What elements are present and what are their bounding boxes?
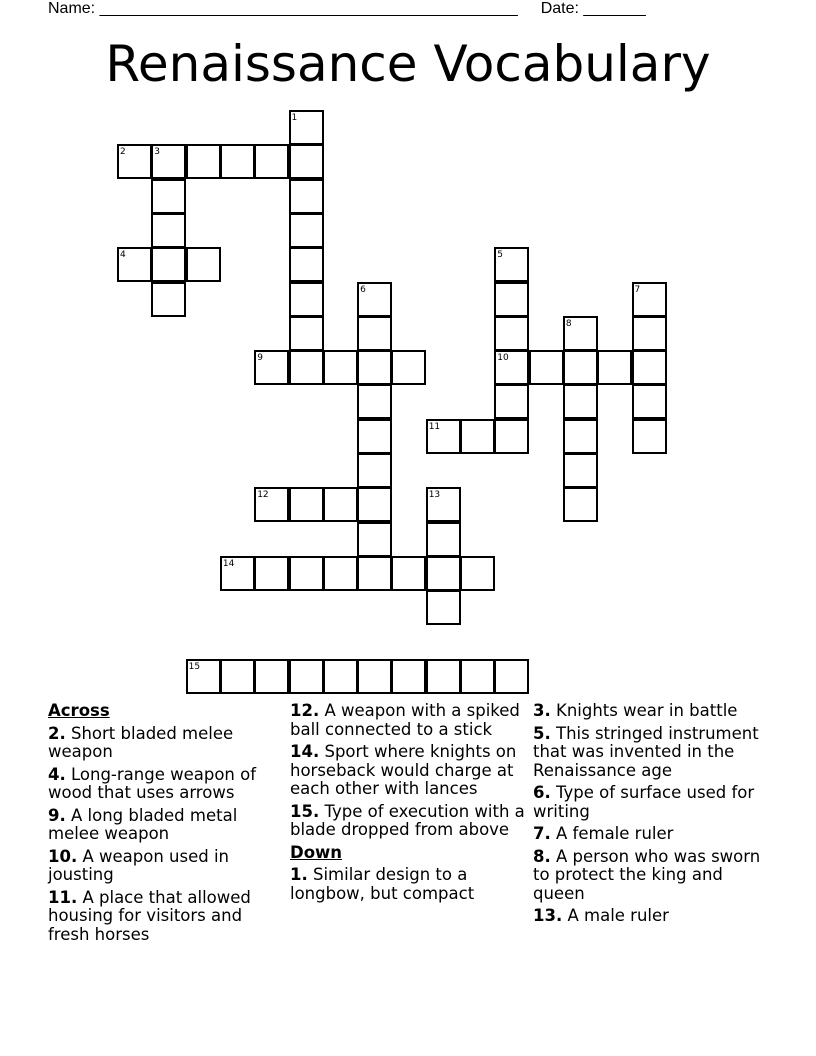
clues-column-2 <box>290 702 525 907</box>
grid-cell[interactable] <box>529 350 564 385</box>
name-label: Name: <box>48 0 96 17</box>
grid-cell[interactable] <box>220 144 255 179</box>
grid-cell[interactable] <box>357 316 392 351</box>
clue-number-label: 3 <box>154 147 161 158</box>
clues-column-1 <box>48 702 273 948</box>
grid-cell[interactable] <box>357 419 392 454</box>
clue-across-12: 12. A weapon with a spiked ball connected to a stick <box>290 701 520 739</box>
page-title: Renaissance Vocabulary <box>105 35 711 93</box>
grid-cell[interactable] <box>254 556 289 591</box>
grid-cell[interactable] <box>323 350 358 385</box>
grid-cell[interactable] <box>220 659 255 694</box>
grid-cell[interactable] <box>289 556 324 591</box>
down-heading: Down <box>290 842 343 862</box>
clue-number-label: 7 <box>634 284 641 295</box>
clue-down-5: 5. This stringed instrument that was invented in the Renaissance age <box>533 723 759 780</box>
grid-cell[interactable] <box>151 179 186 214</box>
clue-down-3: 3. Knights wear in battle <box>533 701 738 720</box>
across-heading: Across <box>48 701 110 720</box>
clue-number-label: 5 <box>497 250 504 261</box>
clue-number-label: 9 <box>257 353 263 364</box>
grid-cell[interactable] <box>426 556 461 591</box>
clue-number-label: 8 <box>565 318 572 329</box>
grid-cell[interactable] <box>289 213 324 248</box>
clue-number-label: 4 <box>120 250 126 261</box>
grid-cell[interactable] <box>186 247 221 282</box>
clues-column-3 <box>533 702 773 930</box>
clue-number-label: 14 <box>222 558 235 569</box>
clue-across-9: 9. A long bladed metal melee weapon <box>48 805 238 843</box>
grid-cell[interactable] <box>391 350 426 385</box>
date-label: Date: <box>540 0 579 17</box>
grid-cell[interactable] <box>391 659 426 694</box>
clue-number-label: 11 <box>428 421 441 432</box>
grid-cell[interactable] <box>323 556 358 591</box>
grid-cell[interactable] <box>494 384 529 419</box>
grid-cell[interactable] <box>289 659 324 694</box>
grid-cell[interactable] <box>460 556 495 591</box>
grid-cell[interactable] <box>357 659 392 694</box>
clue-number-label: 13 <box>428 490 441 501</box>
grid-cell[interactable] <box>494 659 529 694</box>
grid-cell[interactable] <box>563 350 598 385</box>
clue-number-label: 2 <box>120 147 126 158</box>
grid-cell[interactable] <box>323 659 358 694</box>
grid-cell[interactable] <box>151 247 186 282</box>
name-blank[interactable]: _______________________________________________ <box>99 0 518 17</box>
grid-cell[interactable] <box>632 419 667 454</box>
grid-cell[interactable] <box>563 453 598 488</box>
clue-number-label: 12 <box>257 490 269 501</box>
clue-number-label: 10 <box>497 353 509 364</box>
grid-cell[interactable] <box>151 282 186 317</box>
grid-cell[interactable] <box>426 659 461 694</box>
clue-number-label: 1 <box>291 113 298 123</box>
grid-cell[interactable] <box>254 659 289 694</box>
grid-cell[interactable] <box>597 350 632 385</box>
grid-cell[interactable] <box>151 213 186 248</box>
grid-cell[interactable] <box>391 556 426 591</box>
grid-cell[interactable] <box>323 487 358 522</box>
grid-cell[interactable] <box>357 522 392 557</box>
grid-cell[interactable] <box>357 384 392 419</box>
clue-across-15: 15. Type of execution with a blade dropped from above <box>290 801 525 839</box>
clue-across-14: 14. Sport where knights on horseback would charge at each other with lances <box>290 742 517 798</box>
grid-cell[interactable] <box>563 419 598 454</box>
clue-down-1: 1. Similar design to a longbow, but compact <box>290 865 475 903</box>
clue-across-10: 10. A weapon used in jousting <box>48 846 230 884</box>
clue-across-4: 4. Long-range weapon of wood that uses arrows <box>48 764 257 802</box>
clue-number-label: 15 <box>188 661 201 672</box>
grid-cell[interactable] <box>494 419 529 454</box>
clue-down-8: 8. A person who was sworn to protect the king and queen <box>533 846 761 903</box>
clue-down-7: 7. A female ruler <box>533 824 674 843</box>
grid-cell[interactable] <box>289 247 324 282</box>
clue-down-13: 13. A male ruler <box>533 906 669 925</box>
grid-cell[interactable] <box>426 522 461 557</box>
grid-cell[interactable] <box>357 487 392 522</box>
grid-cell[interactable] <box>632 316 667 351</box>
grid-cell[interactable] <box>289 487 324 522</box>
grid-cell[interactable] <box>563 384 598 419</box>
grid-cell[interactable] <box>289 350 324 385</box>
grid-cell[interactable] <box>632 350 667 385</box>
clue-across-11: 11. A place that allowed housing for visitors and fresh horses <box>48 887 251 944</box>
date-blank[interactable]: _______ <box>583 0 646 17</box>
grid-cell[interactable] <box>357 350 392 385</box>
grid-cell[interactable] <box>289 316 324 351</box>
grid-cell[interactable] <box>357 556 392 591</box>
grid-cell[interactable] <box>289 144 324 179</box>
grid-cell[interactable] <box>426 590 461 625</box>
clue-across-2: 2. Short bladed melee weapon <box>48 723 234 761</box>
grid-cell[interactable] <box>460 659 495 694</box>
clue-down-6: 6. Type of surface used for writing <box>533 783 755 821</box>
grid-cell[interactable] <box>494 316 529 351</box>
grid-cell[interactable] <box>632 384 667 419</box>
grid-cell[interactable] <box>460 419 495 454</box>
grid-cell[interactable] <box>289 179 324 214</box>
grid-cell[interactable] <box>289 282 324 317</box>
grid-cell[interactable] <box>563 487 598 522</box>
grid-cell[interactable] <box>254 144 289 179</box>
grid-cell[interactable] <box>186 144 221 179</box>
clue-number-label: 6 <box>360 284 366 295</box>
grid-cell[interactable] <box>494 282 529 317</box>
grid-cell[interactable] <box>357 453 392 488</box>
